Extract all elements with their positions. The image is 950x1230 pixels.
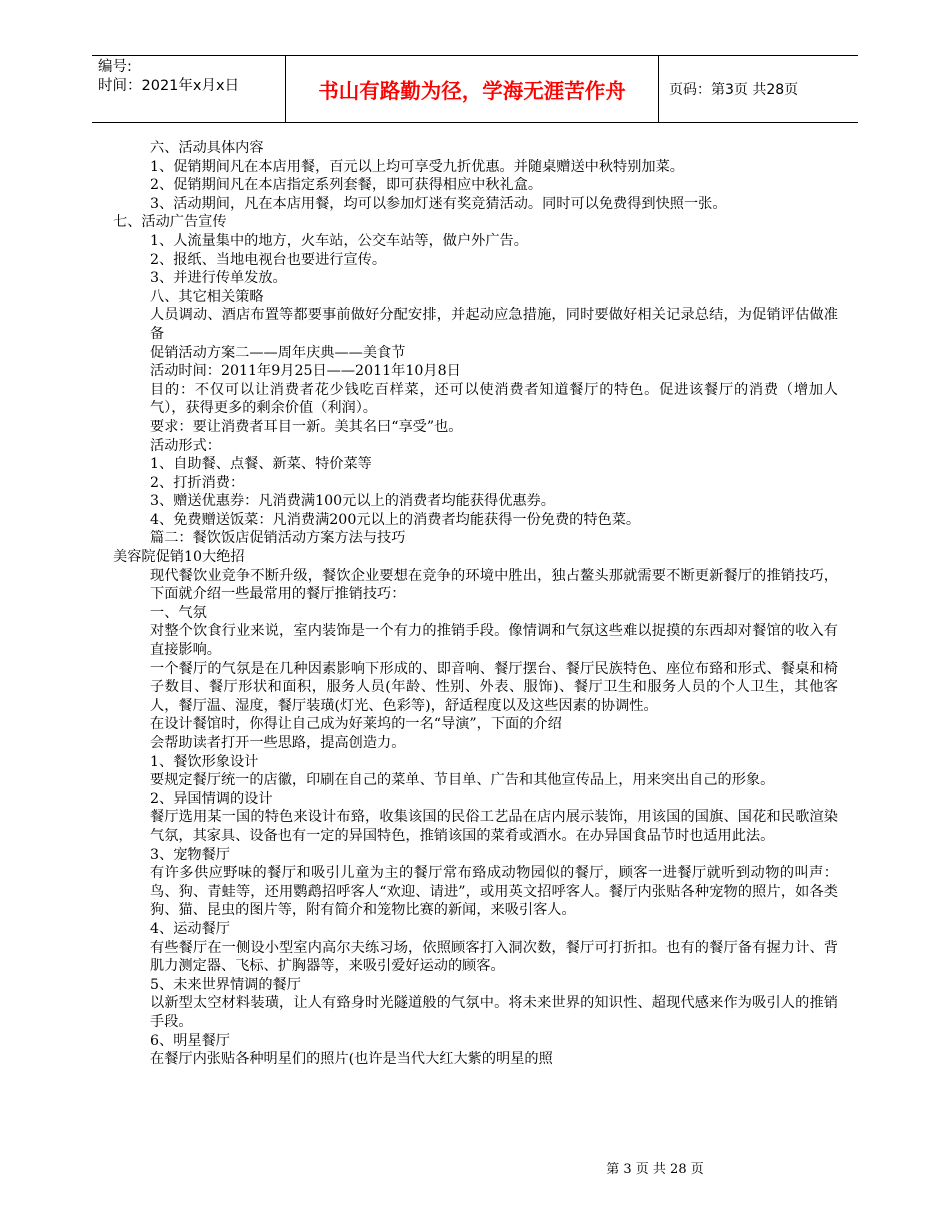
paragraph: 美容院促销10大绝招 (113, 549, 245, 566)
document-body (113, 139, 838, 1069)
paragraph: 3、宠物餐厅 (150, 846, 230, 863)
paragraph: 要规定餐厅统一的店徽，印刷在自己的菜单、节目单、广告和其他宣传品上，用来突出自己的形象。 (150, 772, 775, 789)
paragraph: 在餐厅内张贴各种明星们的照片(也许是当代大红大紫的明星的照 (150, 1051, 553, 1068)
paragraph: 一个餐厅的气氛是在几种因素影响下形成的、即音响、餐厅摆台、餐厅民族特色、座位布臵和形式、餐桌和椅子数目、餐厅形状和面积，服务人员(年龄、性别、外表、服饰)、餐厅卫生和服务人员的个人卫生，其他客人，餐厅温、湿度，餐厅装璜(灯光、色彩等)，舒适程度以及这些因素的协调性。 (150, 660, 838, 714)
paragraph: 1、餐饮形象设计 (150, 753, 259, 770)
paragraph: 在设计餐馆时，你得让自己成为好莱坞的一名“导演”，下面的介绍 (150, 716, 562, 733)
paragraph: 篇二：餐饮饭店促销活动方案方法与技巧 (150, 530, 406, 547)
paragraph: 八、其它相关策略 (150, 288, 264, 305)
paragraph: 2、促销期间凡在本店指定系列套餐，即可获得相应中秋礼盒。 (150, 177, 543, 194)
paragraph: 对整个饮食行业来说，室内装饰是一个有力的推销手段。像情调和气氛这些难以捉摸的东西却对餐馆的收入有直接影响。 (150, 623, 838, 659)
paragraph: 3、赠送优惠券：凡消费满100元以上的消费者均能获得优惠券。 (150, 493, 555, 510)
paragraph: 活动形式： (150, 437, 221, 454)
page-header (92, 55, 858, 123)
header-page-info: 页码：第3页 共28页 (669, 82, 799, 98)
paragraph: 1、人流量集中的地方，火车站，公交车站等，做户外广告。 (150, 232, 528, 249)
paragraph: 6、明星餐厅 (150, 1032, 230, 1049)
footer-page-number: 第 3 页 共 28 页 (606, 1162, 704, 1177)
page-footer (0, 1158, 950, 1177)
paragraph: 3、活动期间，凡在本店用餐，均可以参加灯迷有奖竞猜活动。同时可以免费得到快照一张。 (150, 195, 727, 212)
paragraph: 七、活动广告宣传 (113, 214, 227, 231)
document-number-label: 编号: (98, 59, 132, 75)
paragraph: 5、未来世界情调的餐厅 (150, 976, 301, 993)
paragraph: 3、并进行传单发放。 (150, 270, 287, 287)
paragraph: 现代餐饮业竞争不断升级，餐饮企业要想在竞争的环境中胜出，独占鳌头那就需要不断更新餐厅的推销技巧，下面就介绍一些最常用的餐厅推销技巧： (150, 567, 838, 603)
paragraph: 有些餐厅在一侧设小型室内高尔夫练习场，依照顾客打入洞次数，餐厅可打折扣。也有的餐厅备有握力计、背肌力测定器、飞标、扩胸器等，来吸引爱好运动的顾客。 (150, 939, 838, 975)
header-motto: 书山有路勤为径，学海无涯苦作舟 (285, 56, 659, 122)
paragraph: 2、报纸、当地电视台也要进行宣传。 (150, 251, 387, 268)
paragraph: 人员调动、酒店布置等都要事前做好分配安排，并起动应急措施，同时要做好相关记录总结，为促销评估做准备 (150, 307, 838, 342)
paragraph: 六、活动具体内容 (150, 140, 264, 156)
paragraph: 促销活动方案二——周年庆典——美食节 (150, 344, 406, 361)
paragraph: 有许多供应野味的餐厅和吸引儿童为主的餐厅常布臵成动物园似的餐厅，顾客一进餐厅就听到动物的叫声：鸟、狗、青蛙等，还用鹦鹉招呼客人“欢迎、请进”，或用英文招呼客人。餐厅内张贴各种宠物的照片，如各类狗、猫、昆虫的图片等，附有简介和笼物比赛的新闻，来吸引客人。 (150, 865, 838, 919)
paragraph: 目的：不仅可以让消费者花少钱吃百样菜，还可以使消费者知道餐厅的特色。促进该餐厅的消费（增加人气），获得更多的剩余价值（利润）。 (150, 381, 838, 417)
paragraph: 餐厅选用某一国的特色来设计布臵，收集该国的民俗工艺品在店内展示装饰，用该国的国旗、国花和民歌渲染气氛，其家具、设备也有一定的异国特色，推销该国的菜肴或酒水。在办异国食品节时也适用此法。 (150, 809, 838, 844)
paragraph: 会帮助读者打开一些思路，提高创造力。 (150, 735, 406, 751)
paragraph: 要求：要让消费者耳目一新。美其名曰“享受”也。 (150, 418, 463, 435)
paragraph: 4、运动餐厅 (150, 920, 230, 937)
paragraph: 1、促销期间凡在本店用餐，百元以上均可享受九折优惠。并随桌赠送中秋特别加菜。 (150, 158, 684, 175)
paragraph: 一、气氛 (150, 604, 207, 621)
paragraph: 以新型太空材料装璜，让人有臵身时光隧道般的气氛中。将未来世界的知识性、超现代感来作为吸引人的推销手段。 (150, 995, 838, 1030)
header-meta (92, 56, 285, 122)
document-time-label: 时间：2021年x月x日 (98, 78, 240, 94)
paragraph: 2、打折消费： (150, 474, 245, 491)
paragraph: 1、自助餐、点餐、新菜、特价菜等 (150, 456, 372, 473)
paragraph: 2、异国情调的设计 (150, 790, 273, 807)
paragraph: 4、免费赠送饭菜：凡消费满200元以上的消费者均能获得一份免费的特色菜。 (150, 511, 641, 528)
paragraph: 活动时间：2011年9月25日——2011年10月8日 (150, 363, 461, 380)
